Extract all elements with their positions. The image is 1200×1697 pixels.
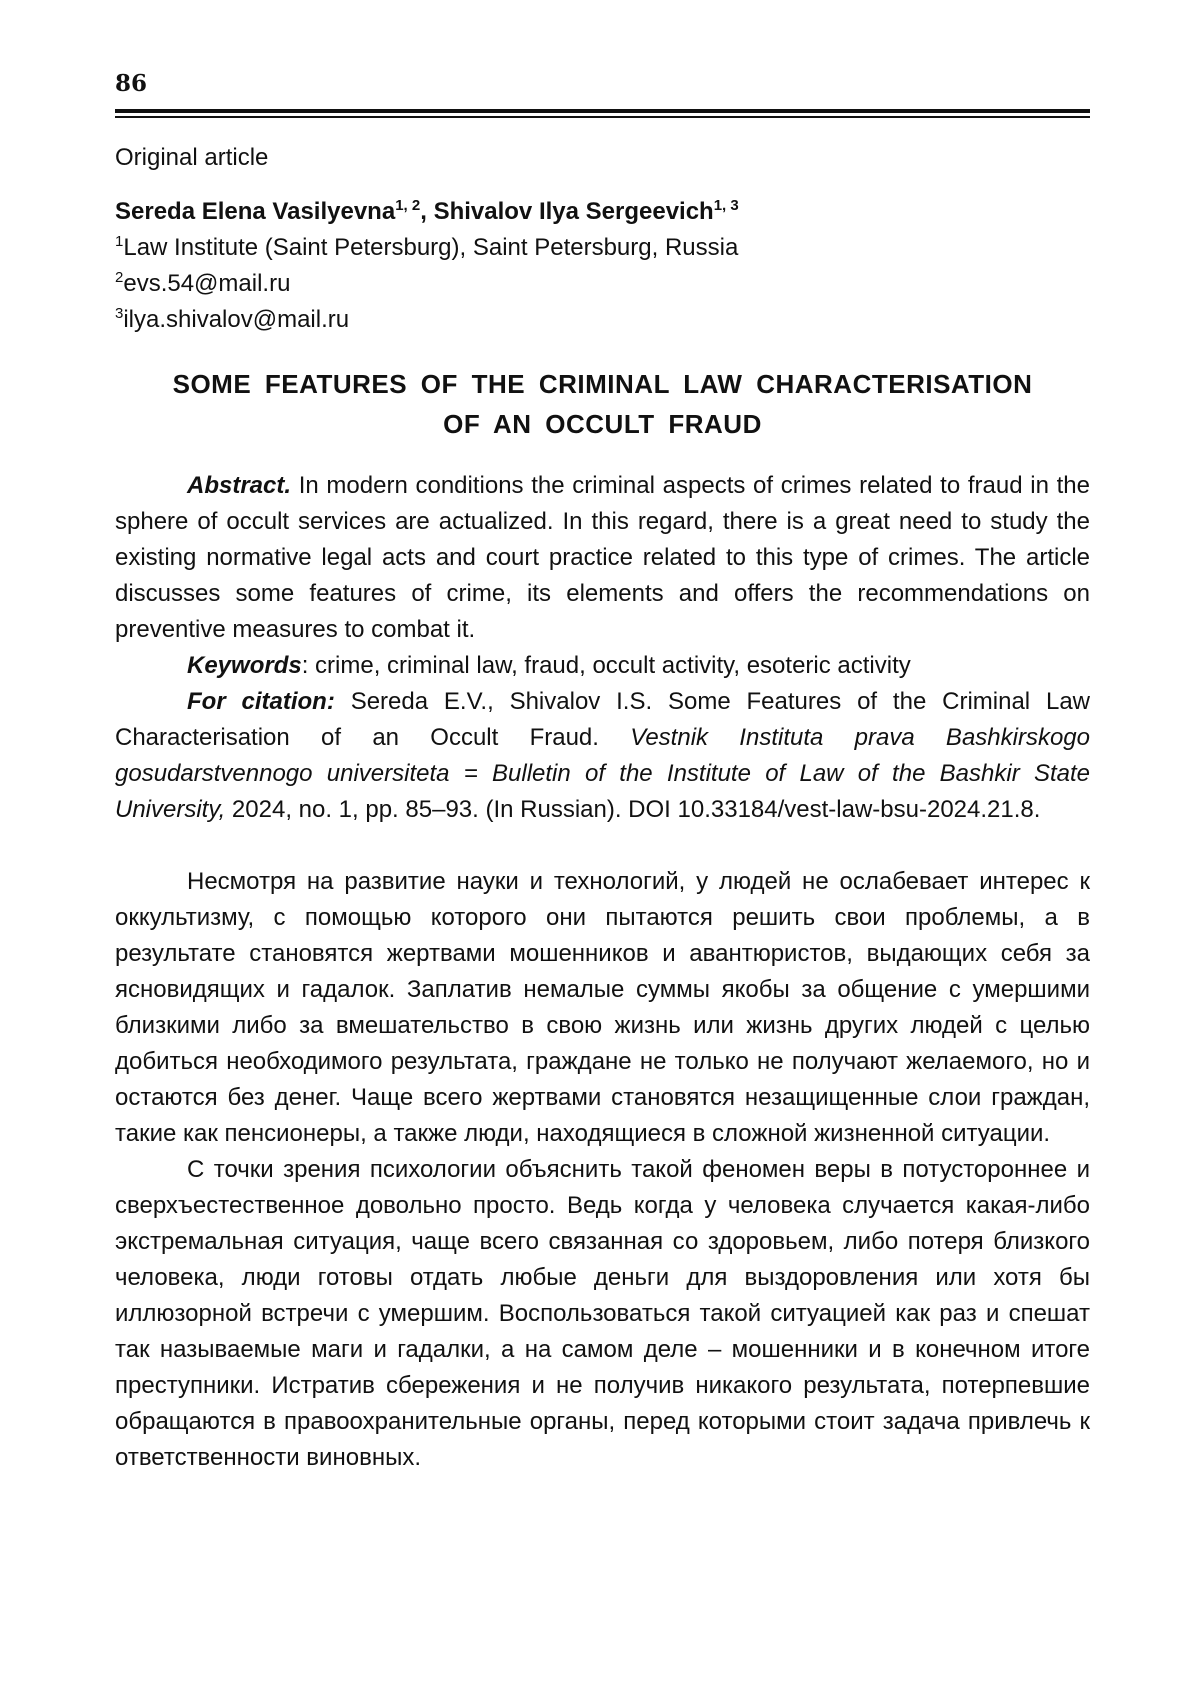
author-separator: ,	[420, 198, 434, 225]
affiliation-email-2	[115, 302, 1090, 338]
citation-label: For citation:	[187, 688, 335, 715]
citation-paragraph	[115, 684, 1090, 828]
header-rule-thick	[115, 109, 1090, 113]
page-number: 86	[115, 70, 148, 97]
abstract-label: Abstract.	[187, 472, 292, 499]
keywords-label: Keywords	[187, 652, 302, 679]
affiliation-sup: 3	[115, 305, 124, 322]
affiliation-sup: 1	[115, 233, 124, 250]
header-rule-thin	[115, 116, 1090, 118]
affiliation-text: Law Institute (Saint Petersburg), Saint Petersburg, Russia	[123, 234, 739, 261]
article-content	[115, 140, 1090, 1476]
citation-journal: Vestnik Instituta prava Bashkirskogo gosudarstvennogo universiteta = Bulletin of the Institute of Law of the Bashkir State University,	[115, 724, 1091, 823]
title-line-2: OF AN OCCULT FRAUD	[443, 409, 762, 439]
citation-text-1: Sereda E.V., Shivalov I.S. Some Features of the Criminal Law Characterisation of an Occult Fraud.	[115, 688, 1091, 751]
author-2-name: Shivalov Ilya Sergeevich	[433, 198, 714, 225]
section-gap	[115, 828, 1090, 864]
abstract-paragraph	[115, 468, 1090, 648]
title-line-1: SOME FEATURES OF THE CRIMINAL LAW CHARACTERISATION	[172, 369, 1033, 399]
email-text: evs.54@mail.ru	[123, 270, 291, 297]
article-type: Original article	[115, 144, 269, 171]
author-1-name: Sereda Elena Vasilyevna	[115, 198, 396, 225]
citation-text-2: 2024, no. 1, pp. 85–93. (In Russian). DOI 10.33184/vest-law-bsu-2024.21.8.	[231, 796, 1041, 823]
body-paragraph-1: Несмотря на развитие науки и технологий, у людей не ослабевает интерес к оккультизму, с помощью которого они пытаются решить свои проблемы, а в результате становятся жертвами мошенников и авантюристов, выдающих себя за ясновидящих и гадалок. Заплатив немалые суммы якобы за общение с умершими близкими либо за вмешательство в свою жизнь или жизнь других людей с целью добиться необходимого результата, граждане не только не получают желаемого, но и остаются без денег. Чаще всего жертвами становятся незащищенные слои граждан, такие как пенсионеры, а также люди, находящиеся в сложной жизненной ситуации.	[115, 868, 1090, 1147]
author-1-sup: 1, 2	[395, 197, 421, 214]
abstract-text: In modern conditions the criminal aspects of crimes related to fraud in the sphere of occult services are actualized. In this regard, there is a great need to study the existing normative legal acts and court practice related to this type of crimes. The article discusses some features of crime, its elements and offers the recommendations on preventive measures to combat it.	[115, 472, 1090, 643]
affiliation-email-1	[115, 266, 1090, 302]
affiliation-institute	[115, 230, 1090, 266]
keywords-paragraph	[115, 648, 1090, 684]
keywords-text: : crime, criminal law, fraud, occult activity, esoteric activity	[301, 652, 911, 679]
email-text: ilya.shivalov@mail.ru	[123, 306, 350, 333]
author-2-sup: 1, 3	[713, 197, 739, 214]
body-paragraph-2: С точки зрения психологии объяснить такой феномен веры в потустороннее и сверхъестественное довольно просто. Ведь когда у человека случается какая-либо экстремальная ситуация, чаще всего связанная со здоровьем, либо потеря близкого человека, люди готовы отдать любые деньги для выздоровления или хотя бы иллюзорной встречи с умершим. Воспользоваться такой ситуацией как раз и спешат так называемые маги и гадалки, а на самом деле – мошенники и в конечном итоге преступники. Истратив сбережения и не получив никакого результата, потерпевшие обращаются в правоохранительные органы, перед которыми стоит задача привлечь к ответственности виновных.	[115, 1156, 1090, 1471]
author-line	[115, 194, 1090, 230]
article-title	[115, 364, 1090, 444]
affiliation-sup: 2	[115, 269, 124, 286]
